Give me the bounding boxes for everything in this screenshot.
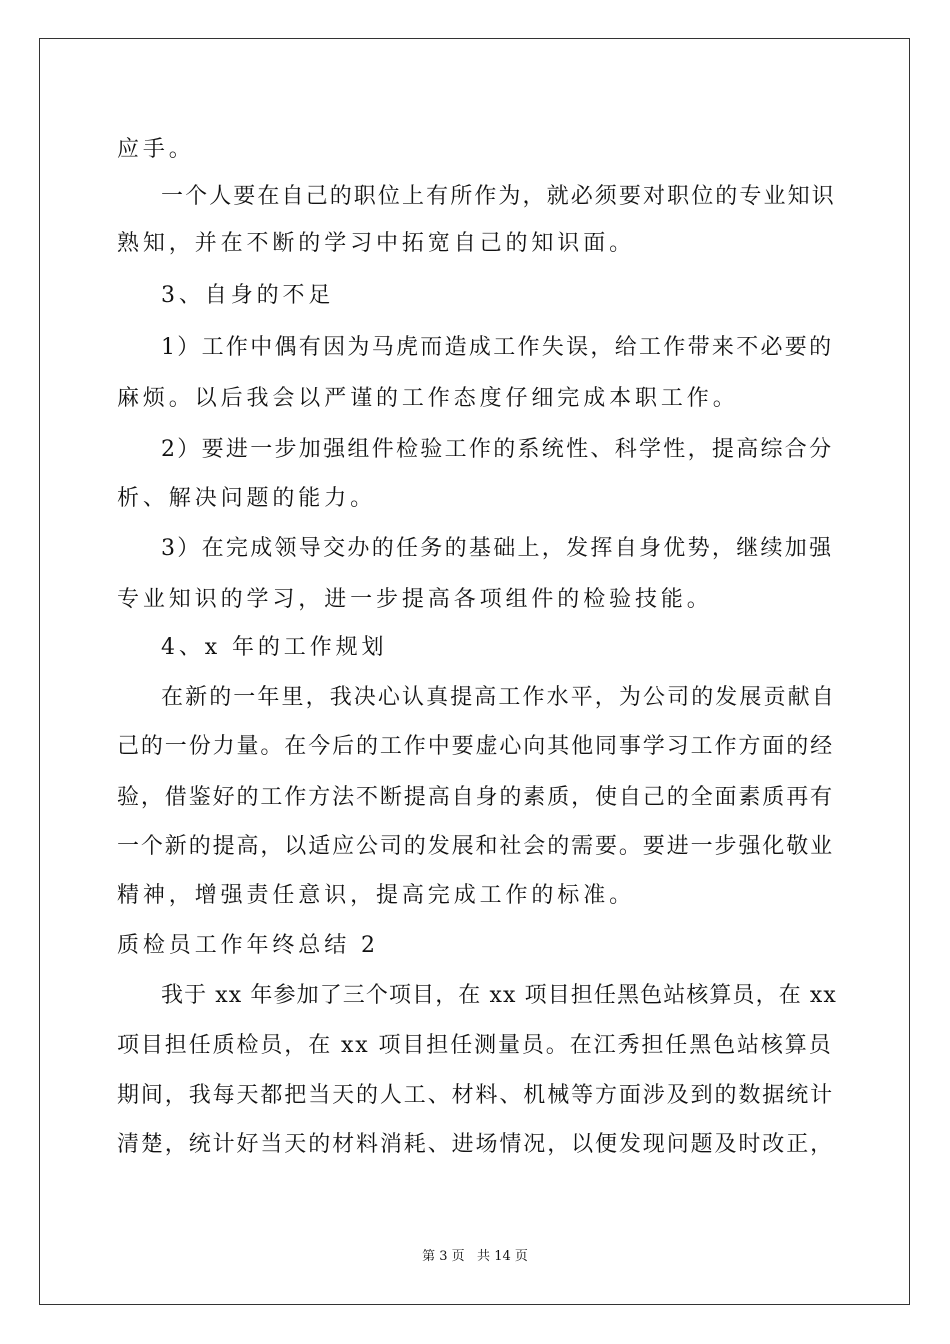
text-line: 验，借鉴好的工作方法不断提高自身的素质，使自己的全面素质再有: [117, 785, 835, 810]
paragraph-line: 我于 xx 年参加了三个项目，在 xx 项目担任黑色站核算员，在 xx: [161, 983, 837, 1008]
text-line: 期间，我每天都把当天的人工、材料、机械等方面涉及到的数据统计: [117, 1083, 835, 1108]
text-line: 析、解决问题的能力。: [117, 486, 377, 511]
paragraph-line: 一个人要在自己的职位上有所作为，就必须要对职位的专业知识: [161, 184, 836, 209]
page-number-footer: 第 3 页 共 14 页: [422, 1249, 528, 1264]
article-title: 质检员工作年终总结 2: [117, 933, 379, 958]
section-heading: 4、x 年的工作规划: [161, 635, 388, 660]
paragraph-line: 在新的一年里，我决心认真提高工作水平，为公司的发展贡献自: [161, 685, 836, 710]
text-line: 专业知识的学习，进一步提高各项组件的检验技能。: [117, 587, 713, 612]
paragraph-line: 1）工作中偶有因为马虎而造成工作失误，给工作带来不必要的: [161, 335, 834, 360]
text-line: 己的一份力量。在今后的工作中要虚心向其他同事学习工作方面的经: [117, 734, 835, 759]
text-line: 精神，增强责任意识，提高完成工作的标准。: [117, 883, 636, 908]
section-heading: 3、自身的不足: [161, 283, 335, 308]
text-line: 清楚，统计好当天的材料消耗、进场情况，以便发现问题及时改正，: [117, 1132, 835, 1157]
text-line: 应手。: [117, 137, 195, 162]
paragraph-line: 3）在完成领导交办的任务的基础上，发挥自身优势，继续加强: [161, 536, 834, 561]
text-line: 熟知，并在不断的学习中拓宽自己的知识面。: [117, 231, 636, 256]
text-line: 麻烦。以后我会以严谨的工作态度仔细完成本职工作。: [117, 386, 739, 411]
text-line: 项目担任质检员，在 xx 项目担任测量员。在江秀担任黑色站核算员: [117, 1033, 833, 1058]
paragraph-line: 2）要进一步加强组件检验工作的系统性、科学性，提高综合分: [161, 437, 834, 462]
text-line: 一个新的提高，以适应公司的发展和社会的需要。要进一步强化敬业: [117, 834, 835, 859]
